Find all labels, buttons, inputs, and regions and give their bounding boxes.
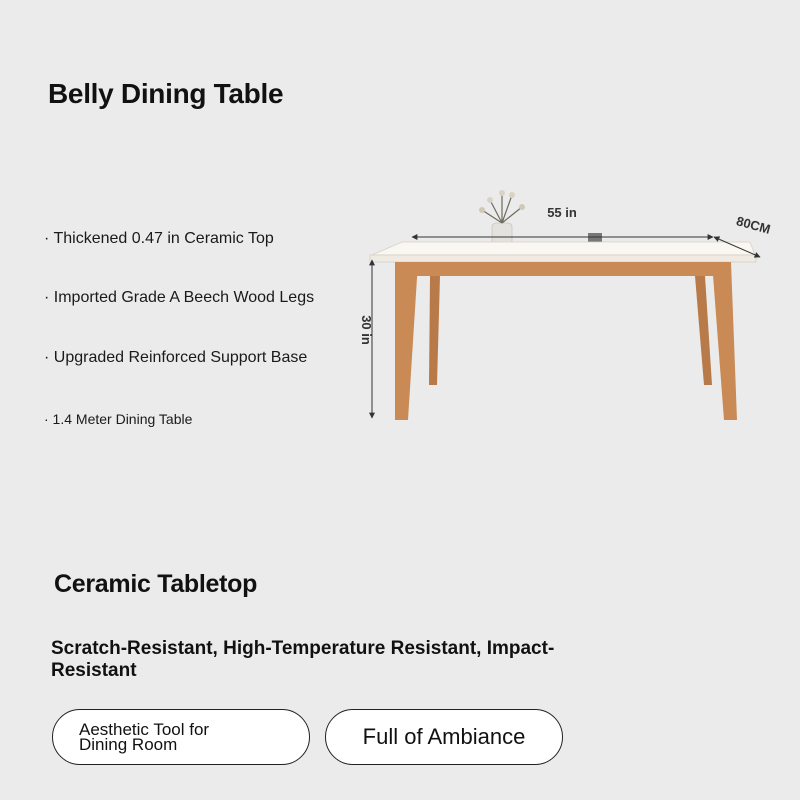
tag-aesthetic-tool-label: Aesthetic Tool for Dining Room xyxy=(79,720,210,754)
tabletop-properties: Scratch-Resistant, High-Temperature Resistant, Impact-Resistant xyxy=(51,638,555,681)
table-illustration xyxy=(340,185,780,435)
ceramic-tabletop xyxy=(372,242,755,255)
tag-full-of-ambiance-label: Full of Ambiance xyxy=(362,724,526,749)
table-apron xyxy=(395,262,731,276)
tag-full-of-ambiance xyxy=(325,709,563,765)
feature-ceramic-top: · Thickened 0.47 in Ceramic Top xyxy=(44,230,274,247)
section-title: Ceramic Tabletop xyxy=(54,570,258,598)
depth-label: 80CM xyxy=(734,213,773,237)
feature-table-size: · 1.4 Meter Dining Table xyxy=(44,411,193,427)
feature-beech-legs: · Imported Grade A Beech Wood Legs xyxy=(44,289,315,306)
height-label: 30 in xyxy=(359,315,374,345)
width-label: 55 in xyxy=(547,205,577,220)
product-title: Belly Dining Table xyxy=(48,78,284,109)
table-legs xyxy=(395,262,737,420)
feature-support-base: · Upgraded Reinforced Support Base xyxy=(44,349,308,366)
tag-aesthetic-tool xyxy=(52,709,310,765)
